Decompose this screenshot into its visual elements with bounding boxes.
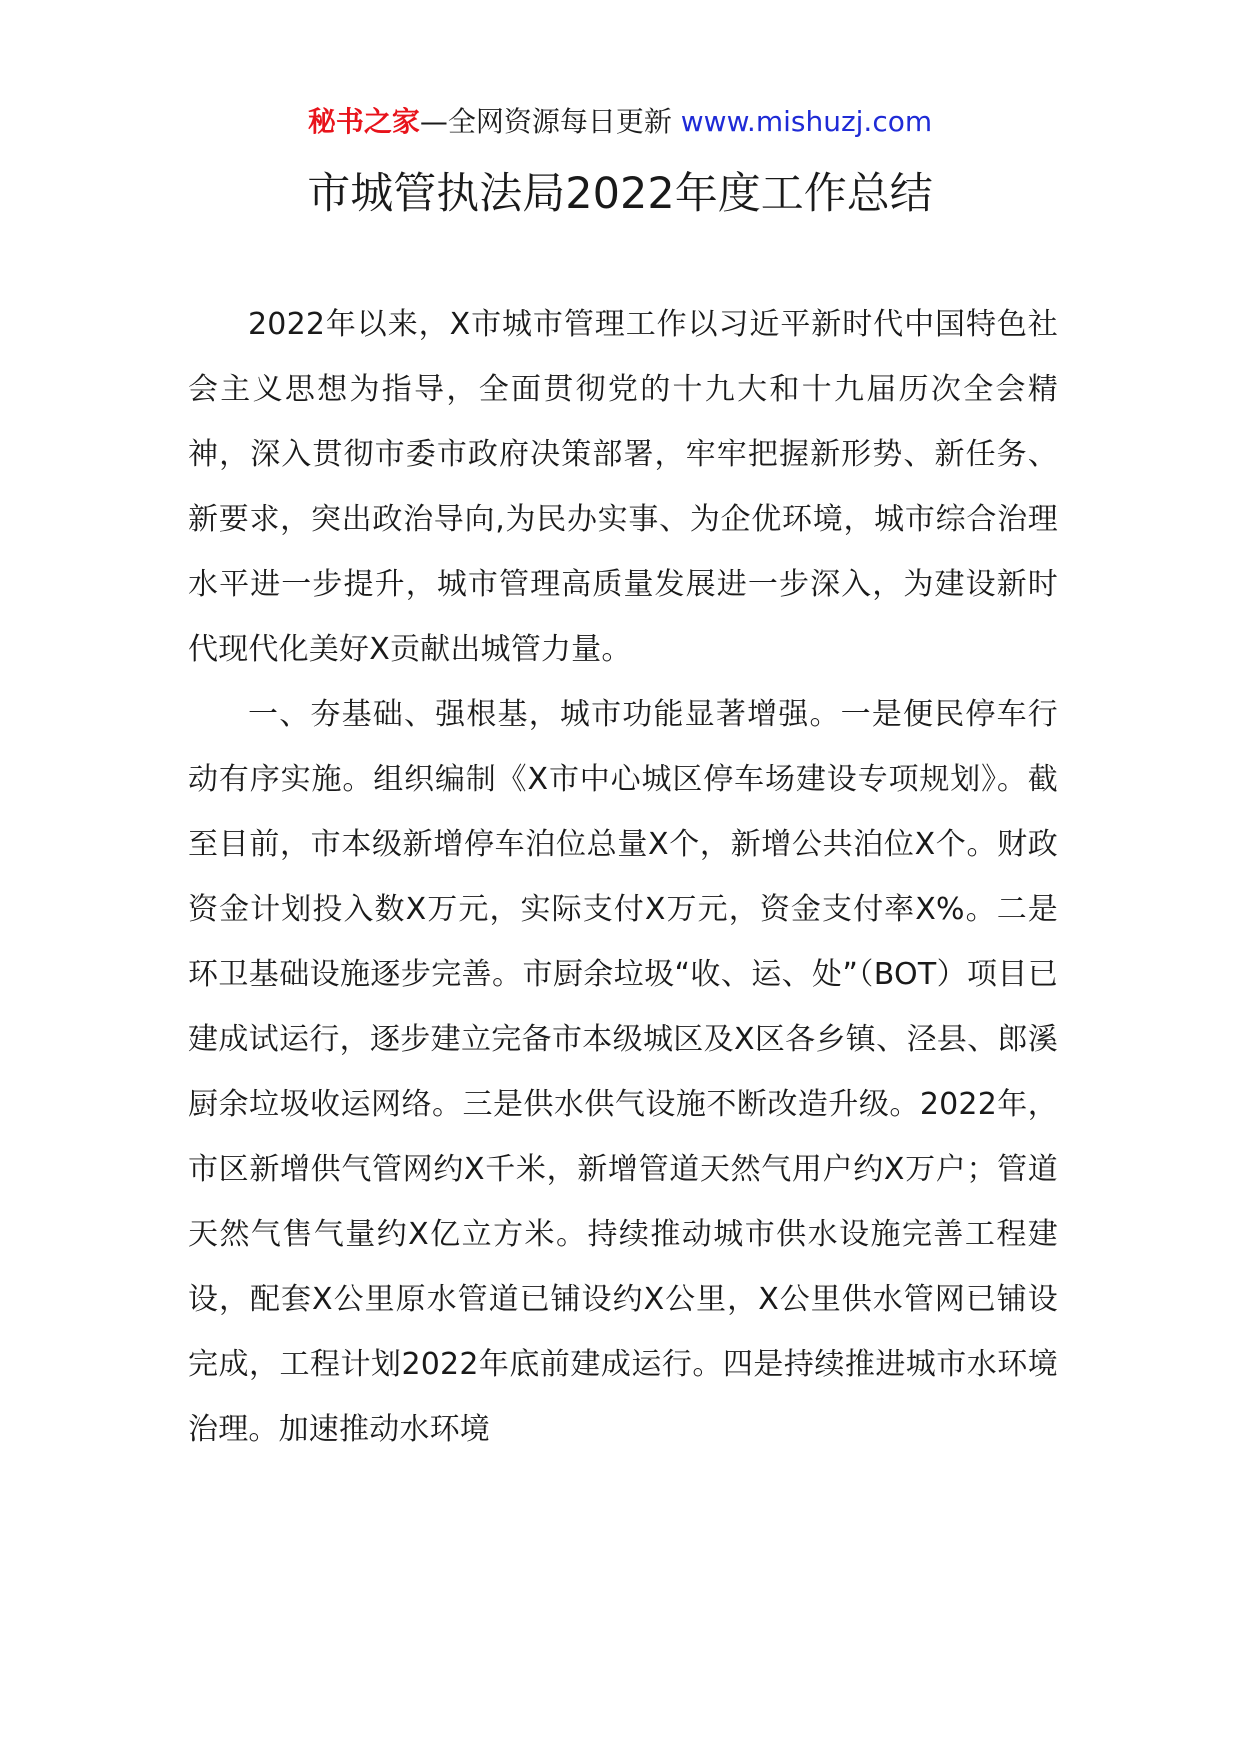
paragraph-intro: 2022年以来，X市城市管理工作以习近平新时代中国特色社会主义思想为指导，全面贯彻党的十九大和十九届历次全会精神，深入贯彻市委市政府决策部署，牢牢把握新形势、新任务、新要求，突出政治导向,为民办实事、为企优环境，城市综合治理水平进一步提升，城市管理高质量发展进一步深入，为建设新时代现代化美好X贡献出城管力量。	[188, 307, 1058, 667]
site-url-link[interactable]: www.mishuzj.com	[680, 105, 933, 138]
brand-name: 秘书之家	[307, 105, 420, 138]
document-title: 市城管执法局2022年度工作总结	[307, 169, 933, 219]
paragraph-section-one: 一、夯基础、强根基，城市功能显著增强。一是便民停车行动有序实施。组织编制《X市中心城区停车场建设专项规划》。截至目前，市本级新增停车泊位总量X个，新增公共泊位X个。财政资金计划投入数X万元，实际支付X万元，资金支付率X%。二是环卫基础设施逐步完善。市厨余垃圾“收、运、处”（BOT）项目已建成试运行，逐步建立完备市本级城区及X区各乡镇、泾县、郎溪厨余垃圾收运网络。三是供水供气设施不断改造升级。2022年，市区新增供气管网约X千米，新增管道天然气用户约X万户；管道天然气售气量约X亿立方米。持续推动城市供水设施完善工程建设，配套X公里原水管道已铺设约X公里，X公里供水管网已铺设完成，工程计划2022年底前建成运行。四是持续推进城市水环境治理。加速推动水环境	[188, 697, 1058, 1447]
site-header	[0, 102, 1240, 142]
document-body	[188, 292, 1058, 1462]
header-slogan: —全网资源每日更新	[419, 105, 681, 138]
